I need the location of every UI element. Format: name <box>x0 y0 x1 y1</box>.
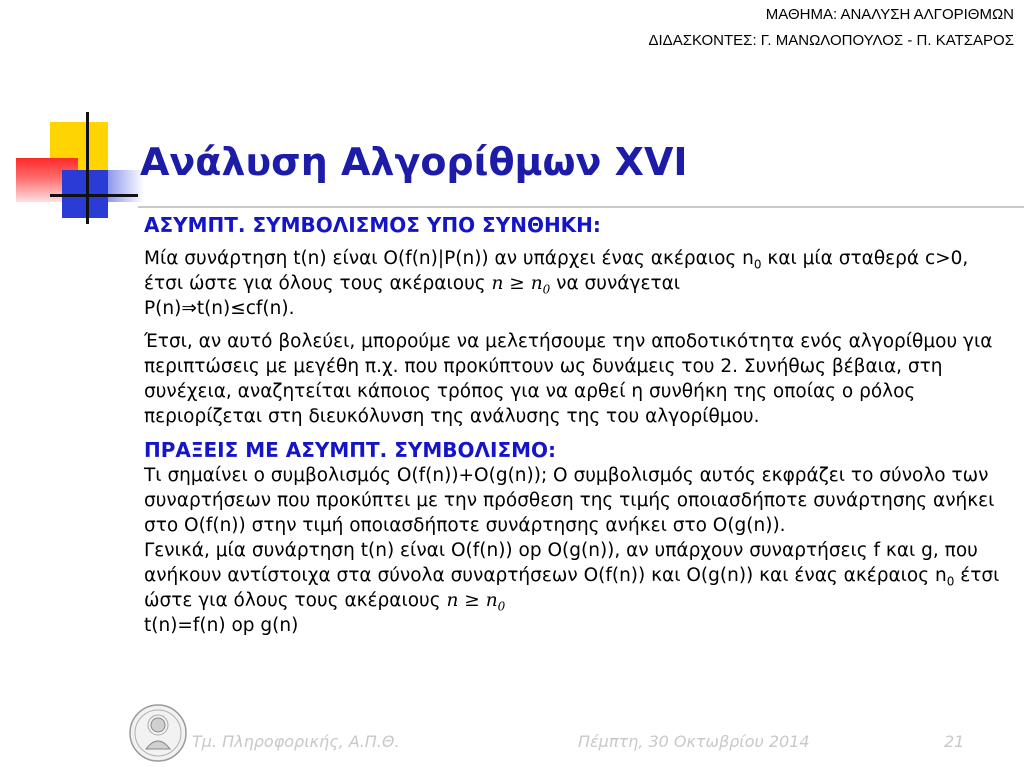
definition-implication: P(n)⇒t(n)≤cf(n). <box>144 298 295 319</box>
definition-subscript: 0 <box>753 257 762 272</box>
math-subscript: 0 <box>542 282 551 297</box>
result-line: t(n)=f(n) op g(n) <box>144 615 299 636</box>
footer-department: Τμ. Πληροφορικής, Α.Π.Θ. <box>192 732 400 751</box>
slide-title: Ανάλυση Αλγορίθμων XVI <box>140 140 688 184</box>
general-subscript: 0 <box>946 574 955 589</box>
decor-blue-fade <box>108 170 144 202</box>
definition-paragraph <box>144 246 1004 321</box>
math-n-geq-n0-2 <box>446 590 506 614</box>
definition-text-a: Μία συνάρτηση t(n) είναι O(f(n)|P(n)) αν υπάρχει ένας ακέραιος n <box>144 248 754 269</box>
math-expression: n ≥ n <box>491 273 543 294</box>
teachers-header: ΔΙΔΑΣΚΟΝΤΕΣ: Γ. ΜΑΝΩΛΟΠΟΥΛΟΣ - Π. ΚΑΤΣΑΡΟΣ <box>648 32 1014 49</box>
course-header: ΜΑΘΗΜΑ: ΑΝΑΛΥΣΗ ΑΛΓΟΡΙΘΜΩΝ <box>765 6 1014 23</box>
operations-paragraph: Τι σημαίνει ο συμβολισμός O(f(n))+O(g(n)); Ο συμβολισμός αυτός εκφράζει το σύνολο των συναρτήσεων που προκύπτει με την πρόσθεση της τιμής οποιασδήποτε συνάρτησης ανήκει στο O(f(n)) στην τιμή οποιασδήποτε συνάρτησης ανήκει στο O(g(n)). <box>144 465 995 536</box>
decor-horizontal-line <box>50 194 138 197</box>
section-heading-operations: ΠΡΑΞΕΙΣ ΜΕ ΑΣΥΜΠΤ. ΣΥΜΒΟΛΙΣΜΟ: <box>144 438 557 462</box>
footer-date: Πέμπτη, 30 Οκτωβρίου 2014 <box>578 732 810 751</box>
general-paragraph <box>144 538 1004 613</box>
university-seal-icon <box>128 703 188 763</box>
decor-vertical-line <box>86 112 89 224</box>
definition-text-c: να συνάγεται <box>550 273 681 294</box>
general-text-b: έτσι ώστε για όλους τους ακέραιους <box>144 565 1000 611</box>
section-heading-conditional: ΑΣΥΜΠΤ. ΣΥΜΒΟΛΙΣΜΟΣ ΥΠΟ ΣΥΝΘΗΚΗ: <box>144 213 601 237</box>
explanation-paragraph: Έτσι, αν αυτό βολεύει, μπορούμε να μελετήσουμε την αποδοτικότητα ενός αλγορίθμου για περιπτώσεις με μεγέθη π.χ. που προκύπτουν ως δυνάμεις του 2. Συνήθως βέβαια, στη συνέχεια, αναζητείται κάποιος τρόπος για να αρθεί η συνθήκη της οποίας ο ρόλος περιορίζεται στη διευκόλυνση της ανάλυσης της του αλγορίθμου. <box>144 331 993 427</box>
footer-page-number: 21 <box>944 732 965 751</box>
math-expression-2: n ≥ n <box>446 590 498 611</box>
math-subscript-2: 0 <box>497 599 506 614</box>
definition-text-b: και μία σταθερά c>0, έτσι ώστε για όλους τους ακέραιους <box>144 248 969 294</box>
title-underline <box>138 206 1024 208</box>
math-n-geq-n0 <box>491 273 551 297</box>
general-text-a: Γενικά, μία συνάρτηση t(n) είναι O(f(n)) op O(g(n)), αν υπάρχουν συναρτήσεις f και g, που ανήκουν αντίστοιχα στα σύνολα συναρτήσεων O(f(n)) και O(g(n)) και ένας ακέραιος n <box>144 540 978 586</box>
slide-content <box>144 212 1004 638</box>
